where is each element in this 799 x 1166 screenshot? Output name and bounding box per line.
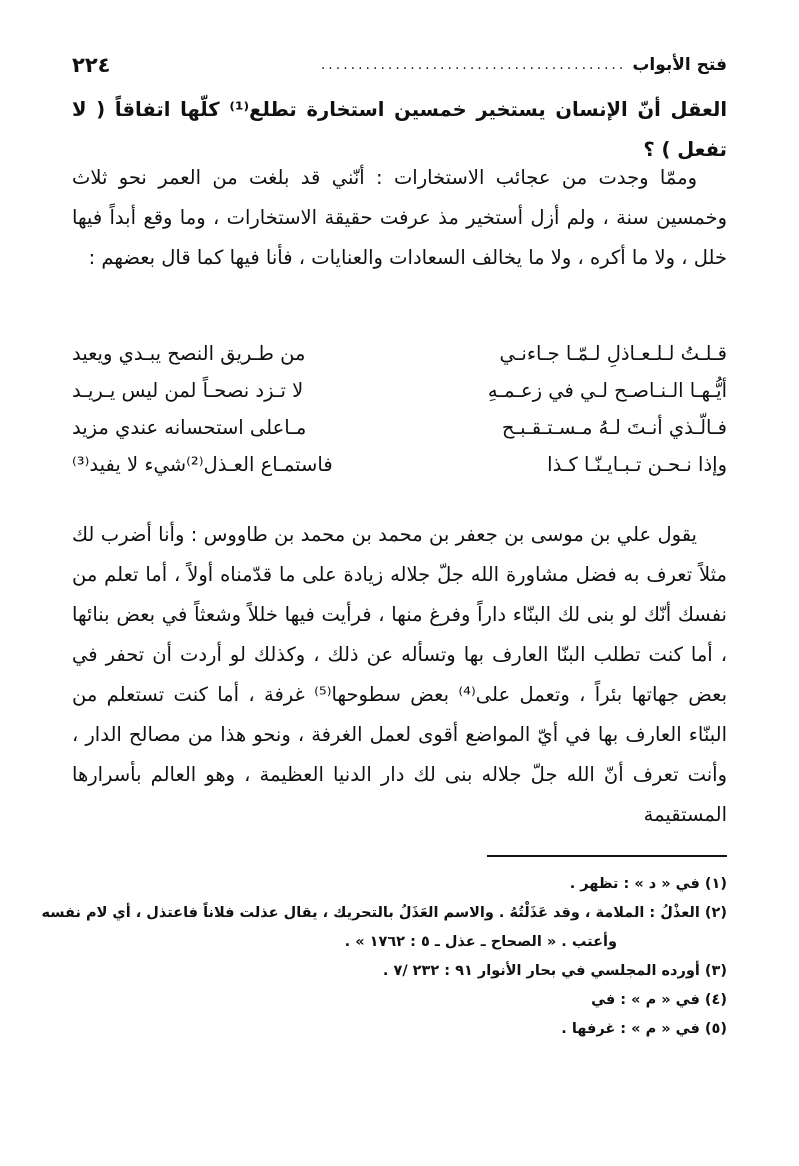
footnote-2-continuation: وأعتب . « الصحاح ـ عذل ـ ٥ : ١٧٦٢ » . bbox=[344, 934, 617, 950]
running-title-text: فتح الأبواب bbox=[632, 55, 727, 75]
verse-first-hemistich: فـالّـذي أنـتَ لـهُ مـسـتـقـبـح bbox=[501, 416, 727, 439]
paragraph-2-text: يقول علي بن موسى بن جعفر بن محمد بن محمد بن طاووس : وأنا أضرب لك مثلاً تعرف به فضل مشاورة الله جلّ جلاله زيادة على ما قدّمناه أولاً ، أما تعلم من نفسك أنّك لو بنى لك البنّاء داراً وفرغ منها ، فرأيت فيها خللاً وشعثاً في بعض بنائها ، أما كنت تطلب البنّا العارف بها وتسأله عن ذلك ، وكذلك لو أردت أن تحفر في بعض جهاتها بئراً ، وتعمل على⁽⁴⁾ بعض سطوحها⁽⁵⁾ غرفة ، أما كنت تستعلم من البنّاء العارف بها في أيّ المواضع أقوى لعمل الغرفة ، ونحو هذا من مصالح الدار ، وأنت تعرف أنّ الله جلّ جلاله بنى لك دار الدنيا العظيمة ، وهو العالم بأسرارها المستقيمة bbox=[72, 523, 728, 826]
poem-verse bbox=[72, 446, 727, 483]
verse-second-hemistich: مـاعلى استحسانه عندي مزيد bbox=[72, 416, 307, 439]
running-title bbox=[321, 55, 727, 75]
poem-verse bbox=[72, 372, 727, 409]
leader-dots: ......................................... bbox=[320, 57, 627, 73]
verse-second-hemistich: من طـريق النصح يبـدي ويعيد bbox=[72, 342, 306, 365]
paragraph-1-text: وممّا وجدت من عجائب الاستخارات : أنّني قد بلغت من العمر نحو ثلاث وخمسين سنة ، ولم أزل أستخير مذ عرفت حقيقة الاستخارات ، وما وقع أبداً فيها خلل ، ولا ما أكره ، ولا ما يخالف السعادات والعنايات ، فأنا فيها كما قال بعضهم : bbox=[72, 166, 727, 269]
page-header bbox=[72, 50, 727, 80]
page-number: ٢٢٤ bbox=[72, 53, 111, 77]
verse-first-hemistich: قـلـتُ لـلـعـاذلِ لـمّـا جـاءنـي bbox=[499, 342, 727, 365]
verse-first-hemistich: وإذا نـحـن تـبـايـنّـا كـذا bbox=[547, 453, 727, 476]
poem-verse bbox=[72, 335, 727, 372]
paragraph-1 bbox=[72, 158, 727, 278]
verse-second-hemistich: فاستمـاع العـذل⁽²⁾شيء لا يفيد⁽³⁾ bbox=[72, 453, 333, 476]
footnote-1: (١) في « د » : تظهر . bbox=[569, 876, 727, 892]
footnotes bbox=[41, 870, 727, 1044]
carry-over-text: العقل أنّ الإنسان يستخير خمسين استخارة تطلع⁽¹⁾ كلّها اتفاقاً ( لا تفعل ) ؟ bbox=[72, 98, 728, 161]
verse-first-hemistich: أيُّـهـا الـنـاصـح لـي في زعـمـهِ bbox=[487, 379, 727, 402]
footnote-separator bbox=[487, 855, 727, 857]
poem-verse bbox=[72, 409, 727, 446]
footnote-5: (٥) في « م » : غرفها . bbox=[561, 1021, 727, 1037]
footnote-2: (٢) العذْلُ : الملامة ، وقد عَذَلْتُهُ . والاسم العَذَلُ بالتحريك ، يقال عذلت فلاناً فاعتذل ، أي لام نفسه bbox=[41, 905, 727, 921]
poem bbox=[72, 335, 727, 483]
verse-second-hemistich: لا تـزد نصحـاً لمن ليس يـريـد bbox=[72, 379, 304, 402]
paragraph-2 bbox=[72, 515, 727, 835]
footnote-3: (٣) أورده المجلسي في بحار الأنوار ٩١ : ٢٣٢ /٧ . bbox=[382, 963, 727, 979]
footnote-4: (٤) في « م » : في bbox=[591, 992, 727, 1008]
